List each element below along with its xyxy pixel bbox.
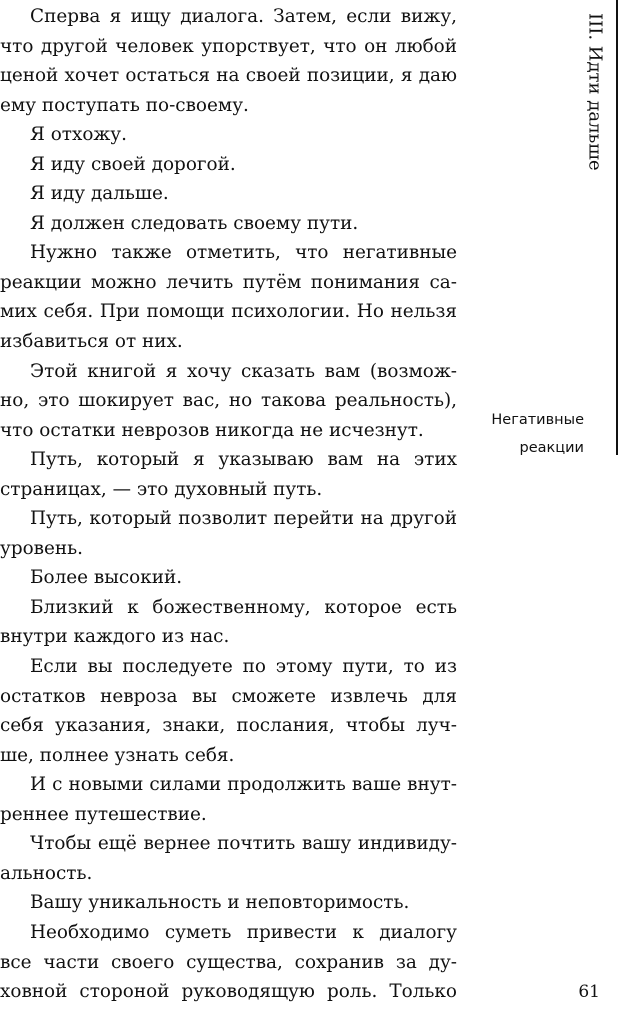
margin-note-line: реакции [519,440,584,456]
text-line: ценой хочет остаться на своей позиции, я даю [0,65,457,87]
text-line: Если вы последуете по этому пути, то из [30,656,457,678]
text-line: Более высокий. [30,567,183,589]
text-line: ховной стороной руководящую роль. Только [0,981,457,1003]
text-line: реакции можно лечить путём понимания са- [0,271,457,293]
text-line: Путь, который я указываю вам на этих [30,449,457,471]
text-line: Сперва я ищу диалога. Затем, если вижу, [30,6,457,27]
margin-note-line: Негативные [491,412,584,428]
text-line: Чтобы ещё вернее почтить вашу индивиду- [30,833,457,855]
text-line: избавиться от них. [0,331,183,353]
text-line: реннее путешествие. [0,803,207,825]
margin-note [470,406,584,462]
page-number: 61 [578,982,600,1002]
text-line: Я иду дальше. [30,183,169,205]
text-line: Я должен следовать своему пути. [30,212,359,234]
text-line: Этой книгой я хочу сказать вам (возмож- [30,360,457,382]
running-head [575,13,615,193]
vertical-rule [616,0,618,455]
text-line: страницах, — это духовный путь. [0,478,323,500]
text-line: Вашу уникальность и неповторимость. [30,892,410,914]
text-line: себя указания, знаки, послания, чтобы луч- [0,715,457,737]
text-line: уровень. [0,537,84,559]
text-line: что другой человек упорствует, что он любой [0,35,457,57]
text-line: Я иду своей дорогой. [30,153,236,175]
text-line: Нужно также отметить, что негативные [30,242,457,264]
text-line: мих себя. При помощи психологии. Но нельзя [0,301,457,323]
text-line: ше, полнее узнать себя. [0,744,235,766]
text-line: альность. [0,862,93,884]
text-line: но, это шокирует вас, но такова реальность), [0,390,457,412]
text-line: Близкий к божественному, которое есть [30,596,457,618]
text-line: внутри каждого из нас. [0,626,230,648]
text-line: Необходимо суметь привести к диалогу [30,921,457,943]
text-line: Путь, который позволит перейти на другой [30,508,457,530]
text-line: И с новыми силами продолжить ваше внут- [30,774,457,796]
running-head-text: III. Идти дальше [584,13,606,171]
text-line: Я отхожу. [30,124,127,146]
text-line: остатков невроза вы сможете извлечь для [0,685,457,707]
text-line: все части своего существа, сохранив за ду- [0,951,457,973]
text-line: ему поступать по-своему. [0,94,249,116]
text-line: что остатки неврозов никогда не исчезнут. [0,419,424,441]
body-text [0,2,457,1007]
